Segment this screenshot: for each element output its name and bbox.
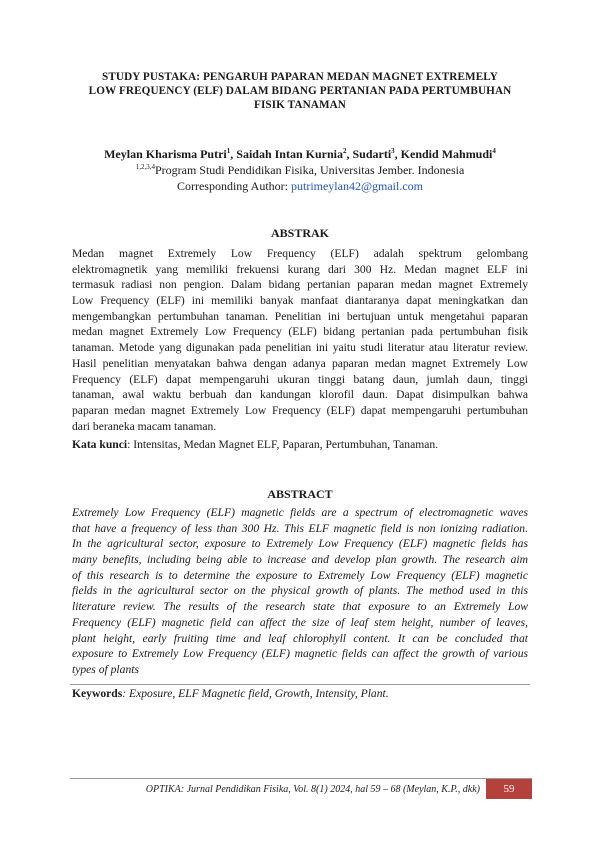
- abstract-line: Extremely Low Frequency (ELF) magnetic fields are a spectrum of electromagnetic waves: [72, 506, 528, 519]
- abstrak-line: paparan medan magnet Extremely Low Frequency (ELF) dapat mempengaruhi pertumbuhan: [72, 403, 528, 417]
- author-sup: 3: [391, 147, 395, 155]
- abstract-line: types of plants: [72, 662, 139, 676]
- abstrak-line: mengembangkan pertumbuhan tanaman. Penelitian ini bertujuan untuk mengetahui paparan: [72, 309, 528, 323]
- title-line: STUDY PUSTAKA: PENGARUH PAPARAN MEDAN MAGNET EXTREMELY: [102, 71, 498, 83]
- kata-kunci-label: Kata kunci: [72, 438, 128, 451]
- abstract-divider: [70, 684, 530, 685]
- keywords: [72, 687, 528, 700]
- author-name: Saidah Intan Kurnia: [236, 147, 343, 161]
- journal-citation: OPTIKA: Jurnal Pendidikan Fisika, Vol. 8(1) 2024, hal 59 – 68 (Meylan, K.P., dkk): [145, 784, 480, 795]
- abstract-line: literature review. The results of the research state that exposure to an Extremely Low: [72, 600, 528, 614]
- author-names: Meylan Kharisma Putri$^1$, Saidah Intan Kurnia$^2$, Sudarti$^3$, Kendid Mahmudi$^4$: [104, 147, 496, 161]
- page-number-badge: 59: [486, 779, 532, 799]
- abstrak-line: medan magnet Extremely Low Frequency (ELF) bidang pertanian pada pertumbuhan fisik: [72, 325, 528, 339]
- abstract-line: many benefits, including being able to increase and develop plan growth. The research aim: [72, 553, 528, 567]
- abstrak-heading: ABSTRAK: [270, 226, 329, 240]
- abstrak-line: dari beraneka macam tanaman.: [72, 419, 217, 433]
- keywords-label: Keywords: [72, 687, 123, 700]
- footer-rule: [70, 778, 532, 779]
- abstrak-line: tanaman, awal waktu berbuah dan kandungan klorofil daun. Dapat disimpulkan bahwa: [72, 388, 528, 402]
- email-link[interactable]: putrimeylan42@gmail.com: [290, 179, 424, 193]
- author-sup: 1: [226, 147, 231, 155]
- kata-kunci-text: : Intensitas, Medan Magnet ELF, Paparan, Pertumbuhan, Tanaman.: [127, 438, 439, 451]
- abstrak-line: Frequency (ELF) dapat mempengaruhi ukuran tinggi batang daun, jumlah daun, tinggi: [72, 372, 528, 386]
- affiliation-text: Program Studi Pendidikan Fisika, Universitas Jember. Indonesia: [154, 163, 465, 177]
- title-line: LOW FREQUENCY (ELF) DALAM BIDANG PERTANIAN PADA PERTUMBUHAN: [88, 85, 512, 97]
- author-name: Kendid Mahmudi: [400, 147, 493, 161]
- abstract-line: Frequency (ELF) magnetic field can affect the size of leaf stem height, number of leaves,: [72, 615, 528, 629]
- abstract-heading: ABSTRACT: [267, 487, 333, 501]
- author-sup: 2: [342, 147, 347, 155]
- abstrak-line: Low Frequency (ELF) ini memiliki banyak manfaat diantaranya dapat meningkatkan dan: [72, 294, 528, 308]
- abstrak-line: Hasil penelitian menyatakan bahwa dengan adanya paparan medan magnet Extremely Low: [72, 356, 528, 370]
- author-name: Sudarti: [352, 147, 392, 161]
- keywords-text: : Exposure, ELF Magnetic field, Growth, Intensity, Plant.: [122, 687, 389, 700]
- page-footer: [70, 778, 532, 800]
- author-sup: 4: [492, 147, 496, 155]
- kata-kunci: [72, 438, 528, 451]
- abstract-body: [72, 505, 528, 678]
- affiliation: [60, 162, 540, 178]
- abstract-line: plant height, early fruiting time and leaf chlorophyll content. It can be concluded that: [72, 631, 528, 645]
- author-block: [60, 146, 540, 194]
- corresponding-author: [60, 178, 540, 194]
- abstrak-line: termasuk radiasi non pengion. Dalam bidang pertanian paparan medan magnet Extremely: [72, 278, 528, 292]
- title-line: FISIK TANAMAN: [254, 99, 346, 111]
- abstract-line: In the agricultural sector, exposure to Extremely Low Frequency (ELF) magnetic fields has: [72, 537, 528, 551]
- abstract-line: exposure to Extremely Low Frequency (ELF) magnetic fields can affect the growth of various: [72, 647, 528, 661]
- author-name: Meylan Kharisma Putri: [104, 147, 227, 161]
- abstract-line: that have a frequency of less than 300 Hz. This ELF magnetic field is non ionizing radiation.: [72, 521, 528, 535]
- abstrak-line: elektromagnetik yang memiliki frekuensi kurang dari 300 Hz. Medan magnet ELF ini: [72, 262, 528, 276]
- affiliation-sup: 1,2,3,4: [135, 163, 155, 171]
- abstract-line: fields in the agricultural sector on the physical growth of plants. The method used in this: [72, 584, 528, 598]
- paper-title: [70, 70, 530, 112]
- abstrak-line: Medan magnet Extremely Low Frequency (ELF) adalah spektrum gelombang: [72, 247, 528, 260]
- abstract-line: of this research is to determine the exposure to Extremely Low Frequency (ELF) magnetic: [72, 568, 528, 582]
- abstrak-line: tanaman. Metode yang digunakan pada penelitian ini yaitu studi literatur atau literatur review.: [72, 341, 528, 355]
- corresponding-label: Corresponding Author:: [176, 179, 291, 193]
- abstrak-body: [72, 246, 528, 434]
